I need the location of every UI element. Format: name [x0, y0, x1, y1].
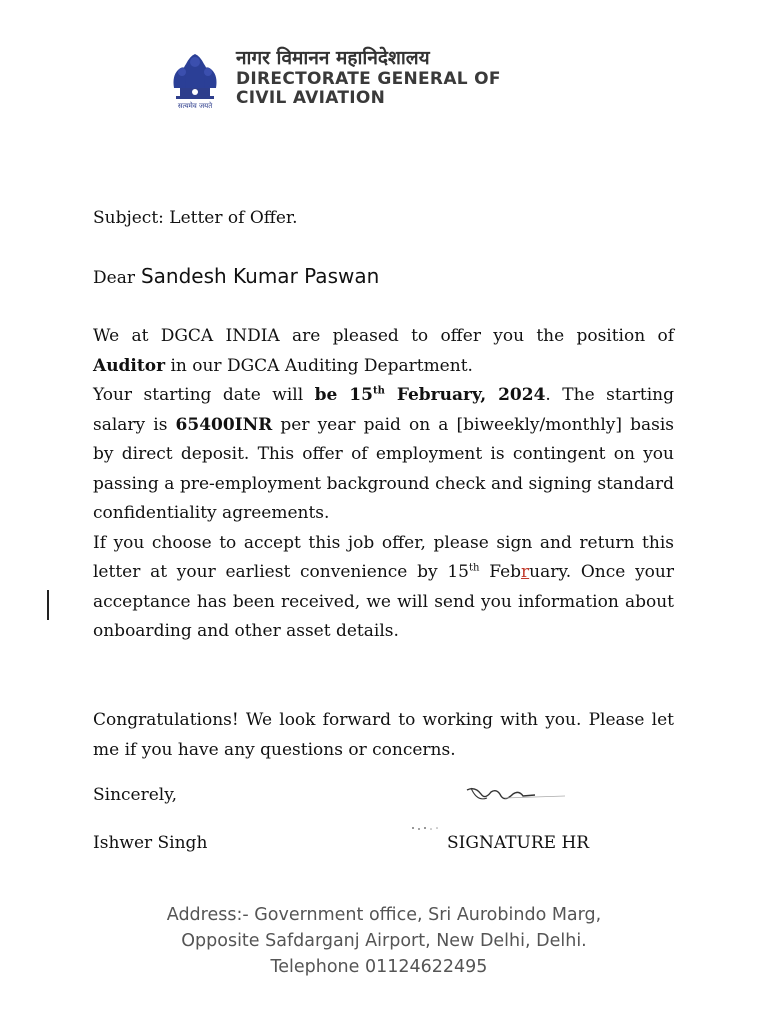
text-cursor: [47, 590, 49, 620]
terms-text-c: per year paid on a [biweekly/monthly] basis by direct deposit. This offer of employment is contingent on you passing a pre-employment background check and signing standard confidentiality agreements.: [93, 414, 674, 523]
start-date-suffix: th: [372, 385, 385, 397]
start-date-day: be 15: [314, 385, 373, 405]
signature-label: SIGNATURE HR: [447, 833, 590, 853]
org-name-line-1: DIRECTORATE GENERAL OF: [236, 69, 501, 89]
acceptance-date-suffix: th: [468, 562, 480, 574]
signer-name: Ishwer Singh: [93, 833, 208, 853]
position-title: Auditor: [93, 355, 166, 376]
salary-amount: 65400INR: [175, 414, 273, 435]
handwritten-signature-icon: [405, 780, 575, 836]
address-line-2: Opposite Safdarganj Airport, New Delhi, Delhi.: [181, 931, 587, 951]
offer-text-a: We at DGCA INDIA are pleased to offer you the position of: [93, 326, 674, 346]
closing: Sincerely,: [93, 785, 177, 805]
letter-body: [93, 322, 674, 647]
offer-text-b: in our DGCA Auditing Department.: [165, 355, 473, 376]
congrats-text: Congratulations! We look forward to working with you. Please let me if you have any questions or concerns.: [93, 710, 674, 760]
svg-text:सत्यमेव जयते: सत्यमेव जयते: [177, 102, 213, 110]
salutation: [93, 264, 379, 288]
org-name-english: [236, 70, 501, 108]
address-line-1: Address:- Government office, Sri Aurobindo Marg,: [166, 905, 602, 925]
telephone: Telephone 01124622495: [270, 957, 488, 977]
start-date-month-year: February, 2024: [384, 385, 546, 405]
spellcheck-mark: r: [521, 562, 530, 582]
paragraph-terms: [93, 381, 674, 529]
paragraph-congrats: [93, 705, 674, 765]
subject-line: Subject: Letter of Offer.: [93, 208, 298, 228]
acceptance-month-b: uary.: [529, 562, 572, 582]
paragraph-offer: [93, 322, 674, 381]
start-date: [315, 385, 546, 405]
terms-text-b: . The starting salary is: [93, 385, 675, 435]
national-emblem-icon: [160, 42, 230, 110]
org-name-hindi: नागर विमानन महानिदेशालय: [236, 47, 430, 69]
paragraph-acceptance: [93, 529, 674, 647]
acceptance-text-a: If you choose to accept this job offer, please sign and return this letter at your earliest convenience by 15: [93, 532, 674, 582]
org-name-line-2: CIVIL AVIATION: [236, 88, 386, 108]
acceptance-text-b: Once your acceptance has been received, we will send you information about onboarding and other asset details.: [93, 562, 674, 641]
recipient-name: Sandesh Kumar Paswan: [140, 264, 380, 288]
letterhead: [160, 40, 630, 112]
footer-address: [0, 902, 768, 980]
acceptance-month-a: Feb: [479, 562, 522, 582]
salutation-word: Dear: [93, 268, 135, 288]
terms-text-a: Your starting date will: [93, 385, 315, 405]
